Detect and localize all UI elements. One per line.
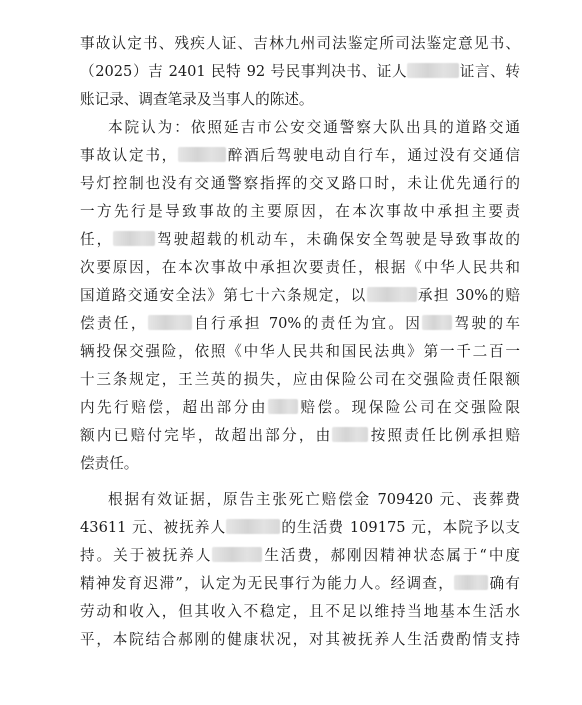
text-segment: 劳动和收入，但其收入不稳定，且不足以维持当地基本生活水 [80, 603, 520, 620]
text-line [80, 258, 520, 278]
text-segment: 43611 元、被抚养人 [80, 519, 227, 536]
text-segment: 一方先行是导致事故的主要原因，在本次事故中承担主要责 [80, 203, 520, 220]
text-line [80, 602, 520, 622]
text-segment: 十三条规定，王兰英的损失，应由保险公司在交强险责任限额 [80, 371, 520, 388]
text-segment: 辆投保交强险，依照《中华人民共和国民法典》第一千二百一 [80, 343, 520, 360]
text-line [80, 630, 520, 650]
paragraph-start-line [108, 118, 520, 138]
text-line [80, 370, 520, 390]
text-segment: 精神发育迟滞”，认定为无民事行为能力人。经调查， [80, 575, 455, 592]
paragraph-start-line [108, 490, 520, 510]
text-line [80, 202, 520, 222]
text-segment: 生活费，郝刚因精神状态属于“中度 [262, 547, 520, 564]
redaction-mark [422, 315, 452, 330]
text-segment: 国道路交通安全法》第七十六条规定，以 [80, 287, 367, 304]
text-segment: （2025）吉 2401 民特 92 号民事判决书、证人 [80, 63, 408, 80]
text-line [80, 286, 520, 306]
text-segment: 偿责任。 [80, 455, 139, 472]
text-segment: 根据有效证据，原告主张死亡赔偿金 709420 元、丧葬费 [108, 491, 520, 508]
text-line [80, 454, 520, 474]
text-segment: 内先行赔偿，超出部分由 [80, 399, 268, 416]
text-segment: 证言、转 [459, 63, 520, 80]
redaction-mark [454, 575, 488, 590]
text-segment: 任， [80, 231, 114, 248]
redaction-mark [113, 231, 155, 246]
redaction-mark [407, 63, 459, 78]
text-line [80, 34, 520, 54]
text-line [80, 314, 520, 334]
text-line [80, 426, 520, 446]
text-line [80, 230, 520, 250]
text-segment: 承担 30%的赔 [416, 287, 520, 304]
text-line [80, 342, 520, 362]
text-line [80, 546, 520, 566]
text-segment: 持。关于被抚养人 [80, 547, 213, 564]
text-segment: 号灯控制也没有交通警察指挥的交叉路口时，未让优先通行的 [80, 175, 520, 192]
text-segment: 驾驶超载的机动车，未确保安全驾驶是导致事故的 [155, 231, 520, 248]
redaction-mark [367, 287, 417, 302]
text-segment: 的生活费 109175 元，本院予以支 [280, 519, 520, 536]
text-segment: 事故认定书、残疾人证、吉林九州司法鉴定所司法鉴定意见书、 [80, 35, 520, 52]
text-line [80, 574, 520, 594]
text-line [80, 146, 520, 166]
text-segment: 确有 [488, 575, 520, 592]
text-segment: 平，本院结合郝刚的健康状况，对其被抚养人生活费酌情支持 [80, 631, 520, 648]
text-segment: 偿责任， [80, 315, 148, 332]
text-line [80, 398, 520, 418]
text-line [80, 174, 520, 194]
redaction-mark [268, 399, 298, 414]
text-segment: 驾驶的车 [452, 315, 520, 332]
text-segment: 事故认定书， [80, 147, 178, 164]
redaction-mark [178, 147, 226, 162]
text-segment: 本院认为：依照延吉市公安交通警察大队出具的道路交通 [108, 119, 520, 136]
text-segment: 赔偿。现保险公司在交强险限 [297, 399, 520, 416]
text-line [80, 90, 520, 110]
redaction-mark [148, 315, 192, 330]
redaction-mark [226, 519, 280, 534]
redaction-mark [332, 427, 368, 442]
text-segment: 醉酒后驾驶电动自行车，通过没有交通信 [226, 147, 520, 164]
text-segment: 按照责任比例承担赔 [368, 427, 520, 444]
text-line [80, 62, 520, 82]
text-segment: 自行承担 70%的责任为宜。因 [191, 315, 423, 332]
text-segment: 额内已赔付完毕，故超出部分，由 [80, 427, 333, 444]
text-line [80, 518, 520, 538]
redaction-mark [212, 547, 262, 562]
text-segment: 次要原因，在本次事故中承担次要责任，根据《中华人民共和 [80, 259, 520, 276]
text-segment: 账记录、调查笔录及当事人的陈述。 [80, 91, 314, 108]
